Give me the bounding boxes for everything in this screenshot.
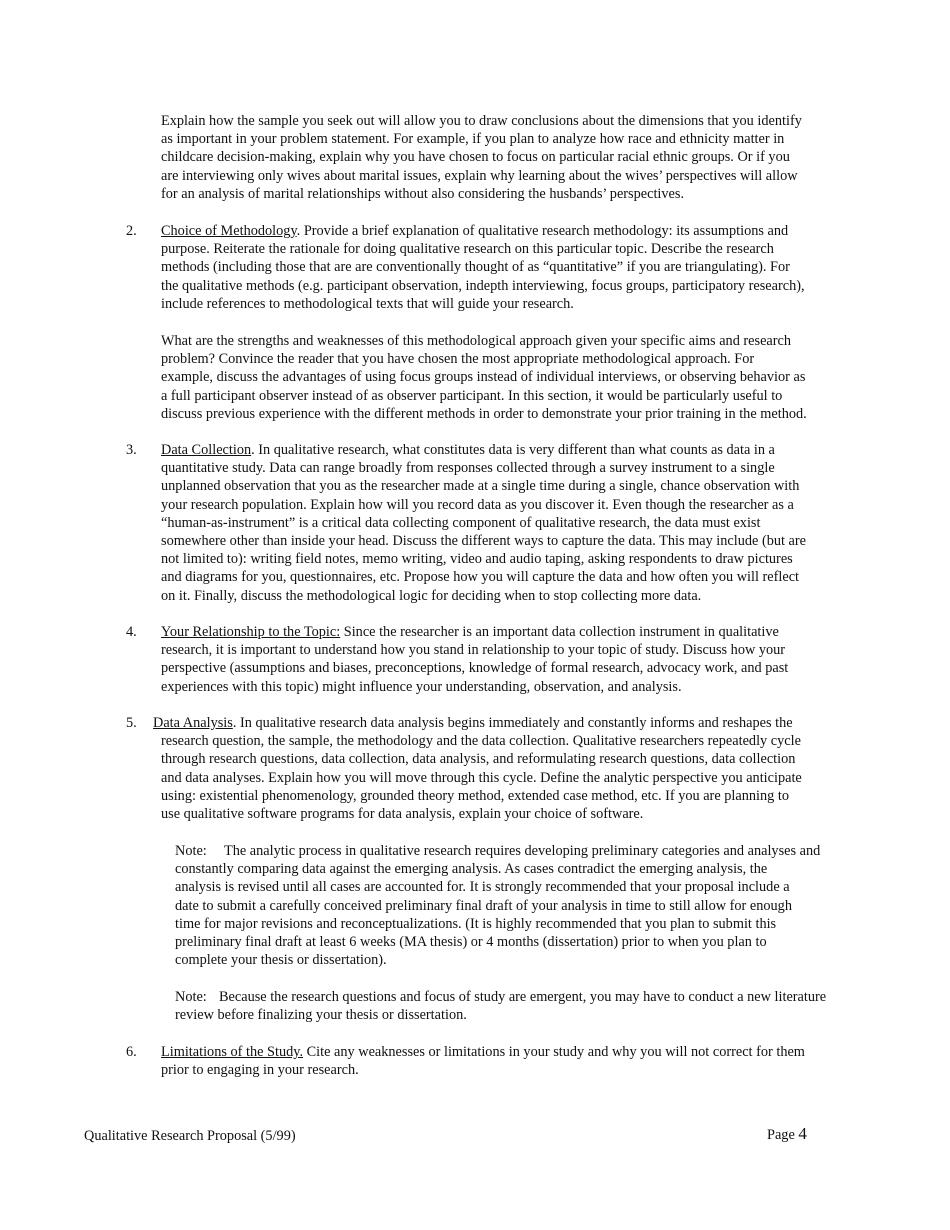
section-data-collection <box>126 441 866 605</box>
text-line: somewhere other than inside your head. Discuss the different ways to capture the data. This may include (but are <box>161 533 807 550</box>
section-number: 5. <box>126 715 137 731</box>
text-line: complete your thesis or dissertation). <box>175 952 387 969</box>
text-line: on it. Finally, discuss the methodological logic for deciding when to stop collecting more data. <box>161 587 702 604</box>
section-title: Choice of Methodology <box>161 223 297 239</box>
text-line: not limited to): writing field notes, memo writing, video and audio taping, asking respondents to draw pictures <box>161 551 793 568</box>
section-title: Limitations of the Study. <box>161 1044 304 1060</box>
text-line: discuss previous experience with the different methods in order to demonstrate your prior training in the method. <box>161 405 807 422</box>
section-choice-of-methodology <box>126 222 866 313</box>
text-line: research, it is important to understand how you stand in relationship to your topic of study. Discuss how your <box>161 642 786 659</box>
text-line: analysis is revised until all cases are accounted for. It is strongly recommended that your proposal include a <box>175 879 790 896</box>
section-number: 6. <box>126 1044 137 1060</box>
note-label: Note: <box>175 843 207 859</box>
section-title: Data Analysis <box>153 715 233 731</box>
page-label: Page <box>767 1127 799 1143</box>
text-line: purpose. Reiterate the rationale for doing qualitative research on this particular topic. Describe the research <box>161 241 774 258</box>
note-analytic-process <box>126 842 866 969</box>
text-line: date to submit a carefully conceived preliminary final draft of your analysis in time to still allow for enough <box>175 897 792 914</box>
text-line: as important in your problem statement. For example, if you plan to analyze how race and ethnicity matter in <box>161 131 785 148</box>
section-relationship-to-topic <box>126 623 866 696</box>
text-line: use qualitative software programs for data analysis, explain your choice of software. <box>161 806 644 823</box>
text-line: The analytic process in qualitative research requires developing preliminary categories and analyses and <box>224 843 821 859</box>
page-number: 4 <box>798 1124 807 1143</box>
section-title: Your Relationship to the Topic: <box>161 624 341 640</box>
note-first-line <box>126 842 866 860</box>
text-line: Explain how the sample you seek out will allow you to draw conclusions about the dimensions that you identify <box>161 113 802 129</box>
intro-paragraph <box>161 112 866 203</box>
text-line: quantitative study. Data can range broadly from responses collected through a survey instrument to a single <box>161 460 775 477</box>
text-line: prior to engaging in your research. <box>161 1062 359 1079</box>
text-line: preliminary final draft at least 6 weeks (MA thesis) or 4 months (dissertation) prior to when you plan to <box>175 934 767 951</box>
text-line: review before finalizing your thesis or dissertation. <box>175 1007 467 1024</box>
text-line: childcare decision-making, explain why you have chosen to focus on particular racial ethnic groups. Or if you <box>161 149 790 166</box>
text-line: . In qualitative research, what constitutes data is very different than what counts as data in a <box>251 442 775 458</box>
text-line: using: existential phenomenology, grounded theory method, extended case method, etc. If you are planning to <box>161 787 789 804</box>
section-number: 2. <box>126 223 137 239</box>
text-line: a full participant observer instead of as observer participant. In this section, it would be particularly useful to <box>161 387 783 404</box>
text-line: What are the strengths and weaknesses of this methodological approach given your specific aims and research <box>161 333 792 349</box>
methodology-strengths-paragraph <box>161 332 866 423</box>
text-line: experiences with this topic) might influence your understanding, observation, and analysis. <box>161 678 682 695</box>
text-line: your research population. Explain how will you record data as you discover it. Even though the researcher as a <box>161 496 794 513</box>
footer-document-title: Qualitative Research Proposal (5/99) <box>84 1128 296 1144</box>
text-line: example, discuss the advantages of using focus groups instead of individual interviews, or observing behavior as <box>161 369 806 386</box>
note-label: Note: <box>175 989 207 1005</box>
text-line: “human-as-instrument” is a critical data collecting component of qualitative research, the data must exist <box>161 514 761 531</box>
text-line: include references to methodological texts that will guide your research. <box>161 295 574 312</box>
section-data-analysis <box>126 714 866 823</box>
text-line: time for major revisions and reconceptualizations. (It is highly recommended that you plan to submit this <box>175 915 777 932</box>
text-line: perspective (assumptions and biases, preconceptions, knowledge of formal research, advocacy work, and past <box>161 660 789 677</box>
text-line: and diagrams for you, questionnaires, etc. Propose how you will capture the data and how often you will reflect <box>161 569 800 586</box>
section-number: 3. <box>126 442 137 458</box>
section-limitations <box>126 1043 866 1079</box>
section-first-line <box>126 441 866 459</box>
text-line: through research questions, data collection, data analysis, and reformulating research questions, data collection <box>161 751 796 768</box>
text-line: Cite any weaknesses or limitations in your study and why you will not correct for them <box>303 1044 805 1060</box>
text-line: methods (including those that are are conventionally thought of as “quantitative” if you are triangulating). For <box>161 259 790 276</box>
text-line: are interviewing only wives about marital issues, explain why learning about the wives’ perspectives will allow <box>161 167 798 184</box>
text-line: Since the researcher is an important data collection instrument in qualitative <box>340 624 779 640</box>
text-line: for an analysis of marital relationships without also considering the husbands’ perspectives. <box>161 185 685 202</box>
text-line: problem? Convince the reader that you have chosen the most appropriate methodological approach. For <box>161 351 755 368</box>
footer-page-indicator <box>767 1125 807 1144</box>
text-line: and data analyses. Explain how you will move through this cycle. Define the analytic perspective you anticipate <box>161 769 802 786</box>
section-first-line <box>126 714 866 732</box>
text-line: constantly comparing data against the emerging analysis. As cases contradict the emerging analysis, the <box>175 861 768 878</box>
note-emergent-questions <box>126 988 866 1024</box>
text-line: Because the research questions and focus of study are emergent, you may have to conduct a new literature <box>219 989 827 1005</box>
section-number: 4. <box>126 624 137 640</box>
text-line: the qualitative methods (e.g. participant observation, indepth interviewing, focus groups, participatory research), <box>161 277 805 294</box>
section-title: Data Collection <box>161 442 252 458</box>
text-line: unplanned observation that you as the researcher made at a single time during a single, chance observation with <box>161 478 800 495</box>
section-first-line <box>126 1043 866 1061</box>
section-first-line <box>126 222 866 240</box>
note-first-line <box>126 988 866 1006</box>
text-line: . In qualitative research data analysis begins immediately and constantly informs and reshapes the <box>232 715 793 731</box>
text-line: . Provide a brief explanation of qualitative research methodology: its assumptions and <box>296 223 789 239</box>
section-first-line <box>126 623 866 641</box>
text-line: research question, the sample, the methodology and the data collection. Qualitative researchers repeatedly cycle <box>161 733 801 750</box>
